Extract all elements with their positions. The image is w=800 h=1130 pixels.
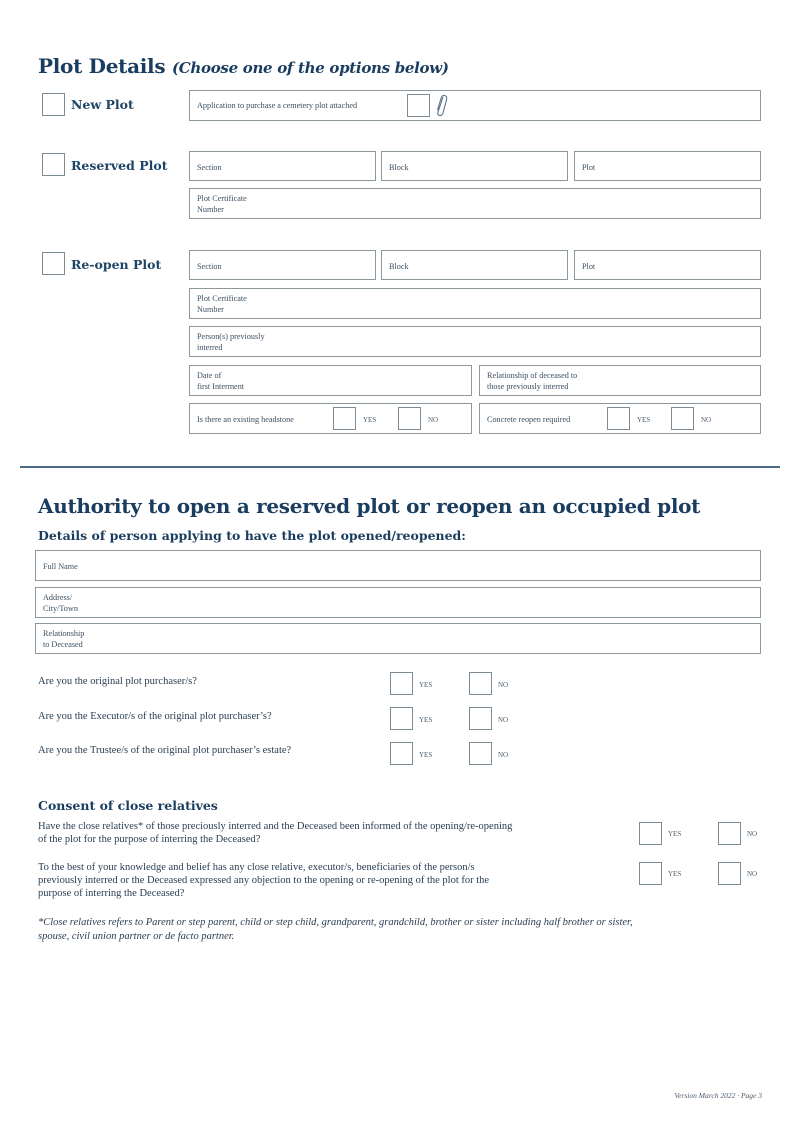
text-line: Have the close relatives* of those preciously interred and the Deceased been informed of the opening/re-opening xyxy=(38,821,513,832)
page-footer xyxy=(674,1091,762,1100)
concrete-yes-checkbox[interactable] xyxy=(607,407,630,430)
reserved-plot-label: Reserved Plot xyxy=(71,158,168,173)
no-label: NO xyxy=(701,416,712,424)
label-line: Date of xyxy=(197,371,222,380)
label-line: Plot Certificate xyxy=(197,194,247,203)
new-plot-label: New Plot xyxy=(71,97,134,112)
no-label: NO xyxy=(498,716,509,724)
reopen-block-field[interactable] xyxy=(381,250,568,280)
persons-interred-field[interactable] xyxy=(189,326,761,357)
reopen-section-field[interactable] xyxy=(189,250,376,280)
address-label xyxy=(43,592,78,614)
reopen-plot-checkbox[interactable] xyxy=(42,252,65,275)
consent-title: Consent of close relatives xyxy=(38,798,218,813)
label-line: Relationship of deceased to xyxy=(487,371,578,380)
consent-q1-yes-checkbox[interactable] xyxy=(639,822,662,845)
text-line: previously interred or the Deceased expressed any objection to the opening or re-opening of the plot for the xyxy=(38,875,490,886)
close-relatives-note xyxy=(38,916,768,944)
date-first-interment-field[interactable] xyxy=(189,365,472,396)
reopen-plot-label: Re-open Plot xyxy=(71,257,162,272)
question-original-purchaser: Are you the original plot purchaser/s? xyxy=(38,676,197,687)
label-line: first Interment xyxy=(197,382,245,391)
title-subtitle: (Choose one of the options below) xyxy=(171,59,449,77)
trustee-yes-checkbox[interactable] xyxy=(390,742,413,765)
full-name-label: Full Name xyxy=(43,562,78,571)
new-plot-checkbox[interactable] xyxy=(42,93,65,116)
attachment-label: Application to purchase a cemetery plot attached xyxy=(197,101,358,110)
relationship-label xyxy=(43,628,84,650)
consent-question-1 xyxy=(38,820,628,846)
persons-label xyxy=(197,331,265,353)
plot-label: Plot xyxy=(582,163,596,172)
label-line: Number xyxy=(197,205,224,214)
yes-label: YES xyxy=(668,870,682,878)
reopen-certificate-field[interactable] xyxy=(189,288,761,319)
no-label: NO xyxy=(498,681,509,689)
yes-label: YES xyxy=(637,416,651,424)
no-label: NO xyxy=(747,870,758,878)
executor-yes-checkbox[interactable] xyxy=(390,707,413,730)
consent-q1-no-checkbox[interactable] xyxy=(718,822,741,845)
label-line: Plot Certificate xyxy=(197,294,247,303)
consent-q2-no-checkbox[interactable] xyxy=(718,862,741,885)
consent-question-2 xyxy=(38,861,628,900)
plot-details-title xyxy=(38,54,449,78)
headstone-label: Is there an existing headstone xyxy=(197,415,294,424)
section-label: Section xyxy=(197,163,222,172)
label-line: to Deceased xyxy=(43,640,83,649)
yes-label: YES xyxy=(668,830,682,838)
text-line: spouse, civil union partner or de facto partner. xyxy=(38,931,235,942)
block-label: Block xyxy=(389,163,409,172)
reopen-plot-number-field[interactable] xyxy=(574,250,761,280)
plot-label: Plot xyxy=(582,262,596,271)
executor-no-checkbox[interactable] xyxy=(469,707,492,730)
block-label: Block xyxy=(389,262,409,271)
question-executor: Are you the Executor/s of the original plot purchaser’s? xyxy=(38,711,272,722)
no-label: NO xyxy=(747,830,758,838)
relationship-label xyxy=(487,370,577,392)
reserved-block-field[interactable] xyxy=(381,151,568,181)
certificate-label xyxy=(197,193,247,215)
label-line: Relationship xyxy=(43,629,85,638)
relationship-to-deceased-field[interactable] xyxy=(35,623,761,654)
no-label: NO xyxy=(498,751,509,759)
new-plot-attachment-field xyxy=(189,90,761,121)
authority-title: Authority to open a reserved plot or reopen an occupied plot xyxy=(38,494,701,518)
text-line: *Close relatives refers to Parent or step parent, child or step child, grandparent, grandchild, brother or sister including half brother or sister, xyxy=(38,917,633,928)
section-label: Section xyxy=(197,262,222,271)
label-line: Address/ xyxy=(43,593,73,602)
certificate-label xyxy=(197,293,247,315)
headstone-field xyxy=(189,403,472,434)
headstone-yes-checkbox[interactable] xyxy=(333,407,356,430)
title-text: Plot Details xyxy=(38,54,166,78)
question-trustee: Are you the Trustee/s of the original plot purchaser’s estate? xyxy=(38,745,292,756)
separator: · xyxy=(737,1091,740,1100)
text-line: To the best of your knowledge and belief has any close relative, executor/s, beneficiaries of the person/s xyxy=(38,862,475,873)
label-line: interred xyxy=(197,343,223,352)
yes-label: YES xyxy=(419,751,433,759)
text-line: of the plot for the purpose of interring the Deceased? xyxy=(38,834,261,845)
yes-label: YES xyxy=(419,716,433,724)
label-line: Number xyxy=(197,305,224,314)
address-field[interactable] xyxy=(35,587,761,618)
consent-q2-yes-checkbox[interactable] xyxy=(639,862,662,885)
original-purchaser-no-checkbox[interactable] xyxy=(469,672,492,695)
authority-subtitle: Details of person applying to have the plot opened/reopened: xyxy=(38,528,466,543)
label-line: those previously interred xyxy=(487,382,569,391)
no-label: NO xyxy=(428,416,439,424)
label-line: City/Town xyxy=(43,604,78,613)
page-number: Page 3 xyxy=(740,1091,762,1100)
date-label xyxy=(197,370,244,392)
reserved-plot-number-field[interactable] xyxy=(574,151,761,181)
reserved-certificate-field[interactable] xyxy=(189,188,761,219)
concrete-field xyxy=(479,403,761,434)
headstone-no-checkbox[interactable] xyxy=(398,407,421,430)
reserved-plot-checkbox[interactable] xyxy=(42,153,65,176)
full-name-field[interactable] xyxy=(35,550,761,581)
yes-label: YES xyxy=(419,681,433,689)
section-divider xyxy=(20,466,780,468)
yes-label: YES xyxy=(363,416,377,424)
paperclip-icon xyxy=(434,94,448,122)
label-line: Person(s) previously xyxy=(197,332,265,341)
attachment-checkbox[interactable] xyxy=(407,94,430,117)
concrete-no-checkbox[interactable] xyxy=(671,407,694,430)
version-text: Version March 2022 xyxy=(674,1091,736,1100)
text-line: purpose of interring the Deceased? xyxy=(38,888,185,899)
reserved-section-field[interactable] xyxy=(189,151,376,181)
trustee-no-checkbox[interactable] xyxy=(469,742,492,765)
relationship-deceased-field[interactable] xyxy=(479,365,761,396)
concrete-label: Concrete reopen required xyxy=(487,415,571,424)
original-purchaser-yes-checkbox[interactable] xyxy=(390,672,413,695)
